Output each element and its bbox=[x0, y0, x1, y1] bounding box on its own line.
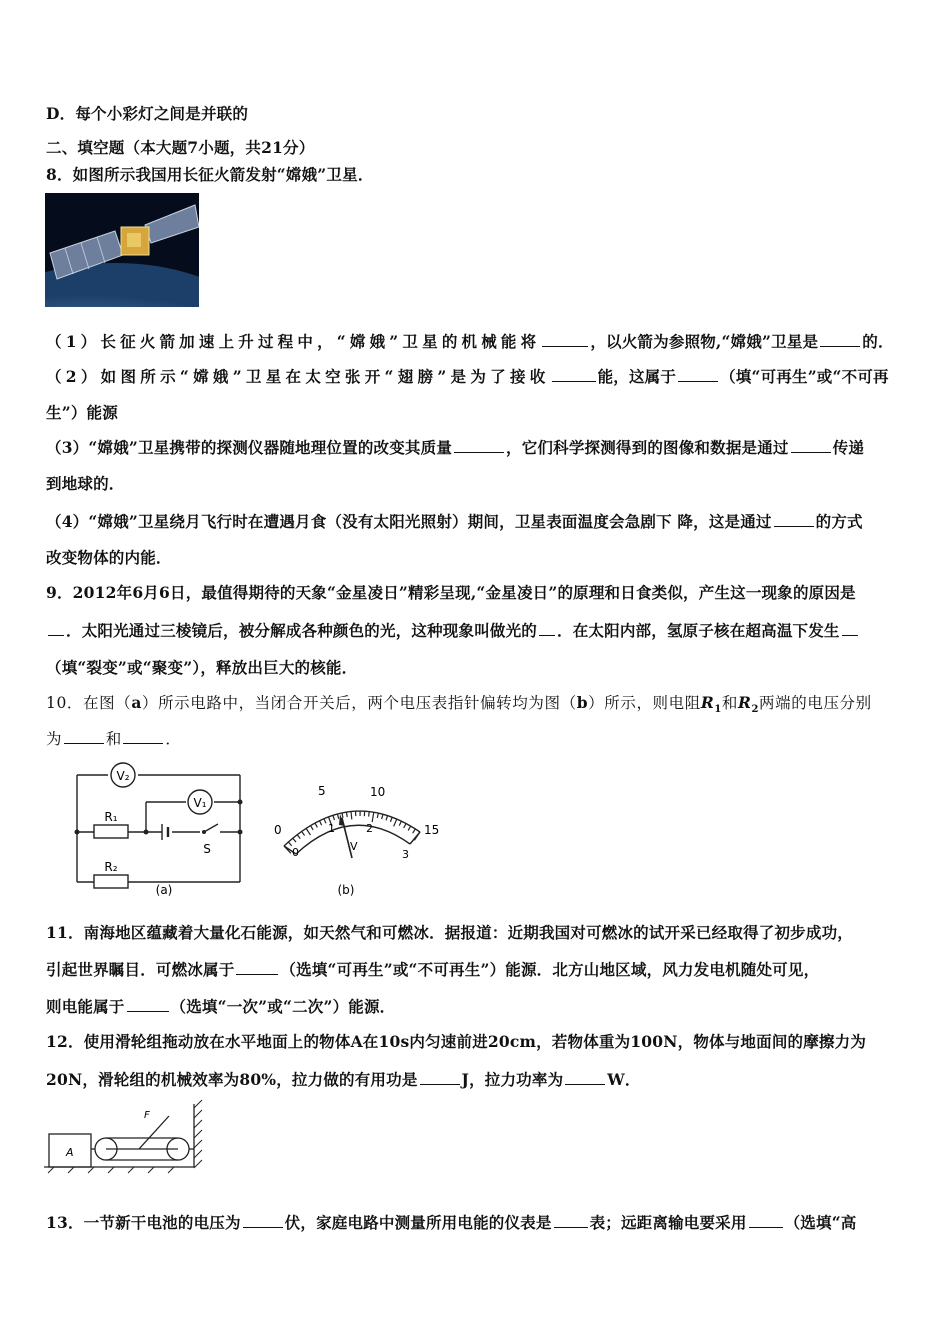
question-13-line-1: 13．一节新干电池的电压为 伏，家庭电路中测量所用电能的仪表是 表；远距离输电要采用 （选填“高 bbox=[46, 1213, 857, 1232]
scale-tick bbox=[293, 838, 296, 842]
circuit-diagram bbox=[68, 762, 250, 900]
scale-tick bbox=[319, 821, 321, 825]
tick-label-bottom-1: 1 bbox=[328, 822, 335, 835]
scale-tick bbox=[372, 812, 374, 822]
scale-tick bbox=[404, 824, 406, 828]
scale-tick bbox=[351, 812, 352, 820]
question-11-line-1: 11．南海地区蕴藏着大量化石能源，如天然气和可燃冰．据报道：近期我国对可燃冰的试开采已经取得了初步成功， bbox=[46, 923, 853, 942]
answer-blank[interactable] bbox=[127, 997, 169, 1012]
answer-blank[interactable] bbox=[48, 621, 64, 636]
question-8-part-4: （4）“嫦娥”卫星绕月飞行时在遭遇月食（没有太阳光照射）期间，卫星表面温度会急剧下 降，这是通过 的方式 bbox=[46, 512, 863, 531]
scale-tick bbox=[315, 823, 317, 827]
tick-label-top-0: 0 bbox=[274, 823, 282, 837]
question-9-line-2: ．太阳光通过三棱镜后，被分解成各种颜色的光，这种现象叫做光的 ．在太阳内部，氢原子核在超高温下发生 bbox=[46, 619, 860, 641]
question-8-stem: 8．如图所示我国用长征火箭发射“嫦娥”卫星． bbox=[46, 165, 374, 184]
force-label: F bbox=[144, 1110, 150, 1121]
answer-blank[interactable] bbox=[420, 1070, 460, 1085]
question-8-part-3: （3）“嫦娥”卫星携带的探测仪器随地理位置的改变其质量 ，它们科学探测得到的图像和数据是通过 传递 bbox=[46, 438, 865, 457]
scale-tick bbox=[297, 835, 300, 839]
switch-label: S bbox=[203, 842, 211, 856]
tick-label-top-5: 5 bbox=[318, 784, 326, 798]
scale-tick bbox=[413, 829, 416, 833]
answer-blank[interactable] bbox=[454, 438, 504, 453]
tick-label-bottom-2: 2 bbox=[366, 822, 373, 835]
v2-label: V₂ bbox=[116, 769, 130, 783]
answer-blank[interactable] bbox=[842, 621, 858, 636]
answer-blank[interactable] bbox=[123, 729, 163, 744]
question-10-line-1: 10．在图（a）所示电路中，当闭合开关后，两个电压表指针偏转均为图（b）所示，则电阻$R_1$和$R_2$两端的电压分别 bbox=[46, 693, 872, 716]
scale-tick bbox=[306, 828, 310, 835]
question-9-line-3: （填“裂变”或“聚变”），释放出巨大的核能． bbox=[46, 658, 358, 677]
question-8-part-4-cont: 改变物体的内能． bbox=[46, 548, 172, 567]
answer-blank[interactable] bbox=[539, 621, 555, 636]
scale-tick bbox=[302, 831, 305, 835]
answer-blank[interactable] bbox=[64, 729, 104, 744]
question-8-part-3-cont: 到地球的． bbox=[46, 474, 125, 493]
voltmeter-dial bbox=[262, 774, 446, 900]
r1-label: R₁ bbox=[104, 810, 118, 824]
tick-label-bottom-0: 0 bbox=[292, 846, 299, 859]
pulley-diagram bbox=[44, 1096, 210, 1174]
tick-label-bottom-3: 3 bbox=[402, 848, 409, 861]
tick-label-top-15: 15 bbox=[424, 823, 440, 837]
answer-blank[interactable] bbox=[552, 367, 596, 382]
r2-label: R₂ bbox=[104, 860, 118, 874]
scale-tick bbox=[394, 819, 397, 826]
scale-tick bbox=[386, 816, 388, 821]
answer-blank[interactable] bbox=[554, 1213, 588, 1228]
question-10-line-2: 为 和 ． bbox=[46, 730, 182, 748]
question-12-line-1: 12．使用滑轮组拖动放在水平地面上的物体A在10s内匀速前进20cm，若物体重为100N，物体与地面间的摩擦力为 bbox=[46, 1032, 867, 1051]
scale-tick bbox=[408, 826, 411, 830]
block-label: A bbox=[66, 1146, 74, 1159]
scale-tick bbox=[369, 812, 370, 817]
scale-tick bbox=[382, 814, 383, 819]
question-8-part-1: （1）长征火箭加速上升过程中，“嫦娥”卫星的机械能将 ，以火箭为参照物,“嫦娥”卫星是 的． bbox=[46, 332, 894, 351]
answer-blank[interactable] bbox=[236, 960, 278, 975]
answer-blank[interactable] bbox=[542, 332, 588, 347]
scale-tick bbox=[324, 819, 326, 824]
scale-tick bbox=[337, 814, 338, 819]
scale-tick bbox=[399, 821, 401, 826]
question-8-part-2: （2）如图所示“嫦娥”卫星在太空张开“翅膀”是为了接收 能，这属于 （填“可再生”或“不可再 bbox=[46, 367, 889, 386]
answer-blank[interactable] bbox=[678, 367, 718, 382]
scale-tick bbox=[390, 817, 392, 822]
satellite-image bbox=[45, 193, 199, 307]
answer-blank[interactable] bbox=[791, 438, 831, 453]
question-8-part-2-cont: 生”）能源 bbox=[46, 403, 118, 422]
v1-label: V₁ bbox=[193, 796, 207, 810]
answer-blank[interactable] bbox=[243, 1213, 283, 1228]
question-11-line-3: 则电能属于 （选填“一次”或“二次”）能源． bbox=[46, 997, 396, 1016]
answer-blank[interactable] bbox=[565, 1070, 605, 1085]
question-12-line-2: 20N，滑轮组的机械效率为80%，拉力做的有用功是 J，拉力功率为 W． bbox=[46, 1070, 641, 1089]
scale-tick bbox=[333, 815, 335, 820]
answer-blank[interactable] bbox=[774, 512, 814, 527]
scale-tick bbox=[414, 832, 420, 840]
option-d: D．每个小彩灯之间是并联的 bbox=[46, 104, 249, 123]
scale-tick bbox=[342, 813, 343, 818]
scale-tick bbox=[311, 826, 314, 830]
figure-b-caption: (b) bbox=[337, 883, 355, 897]
answer-blank[interactable] bbox=[749, 1213, 783, 1228]
question-9-line-1: 9．2012年6月6日，最值得期待的天象“金星凌日”精彩呈现,“金星凌日”的原理和日食类似，产生这一现象的原因是 bbox=[46, 583, 856, 602]
answer-blank[interactable] bbox=[820, 332, 860, 347]
question-11-line-2: 引起世界瞩目．可燃冰属于 （选填“可再生”或“不可再生”）能源．北方山地区域，风力发电机随处可见， bbox=[46, 960, 820, 979]
unit-label: V bbox=[350, 840, 358, 853]
section-heading: 二、填空题（本大题7小题，共21分） bbox=[46, 138, 315, 157]
tick-label-top-10: 10 bbox=[370, 785, 386, 799]
figure-a-caption: (a) bbox=[155, 883, 173, 897]
scale-tick bbox=[346, 812, 347, 817]
scale-tick bbox=[377, 813, 378, 818]
